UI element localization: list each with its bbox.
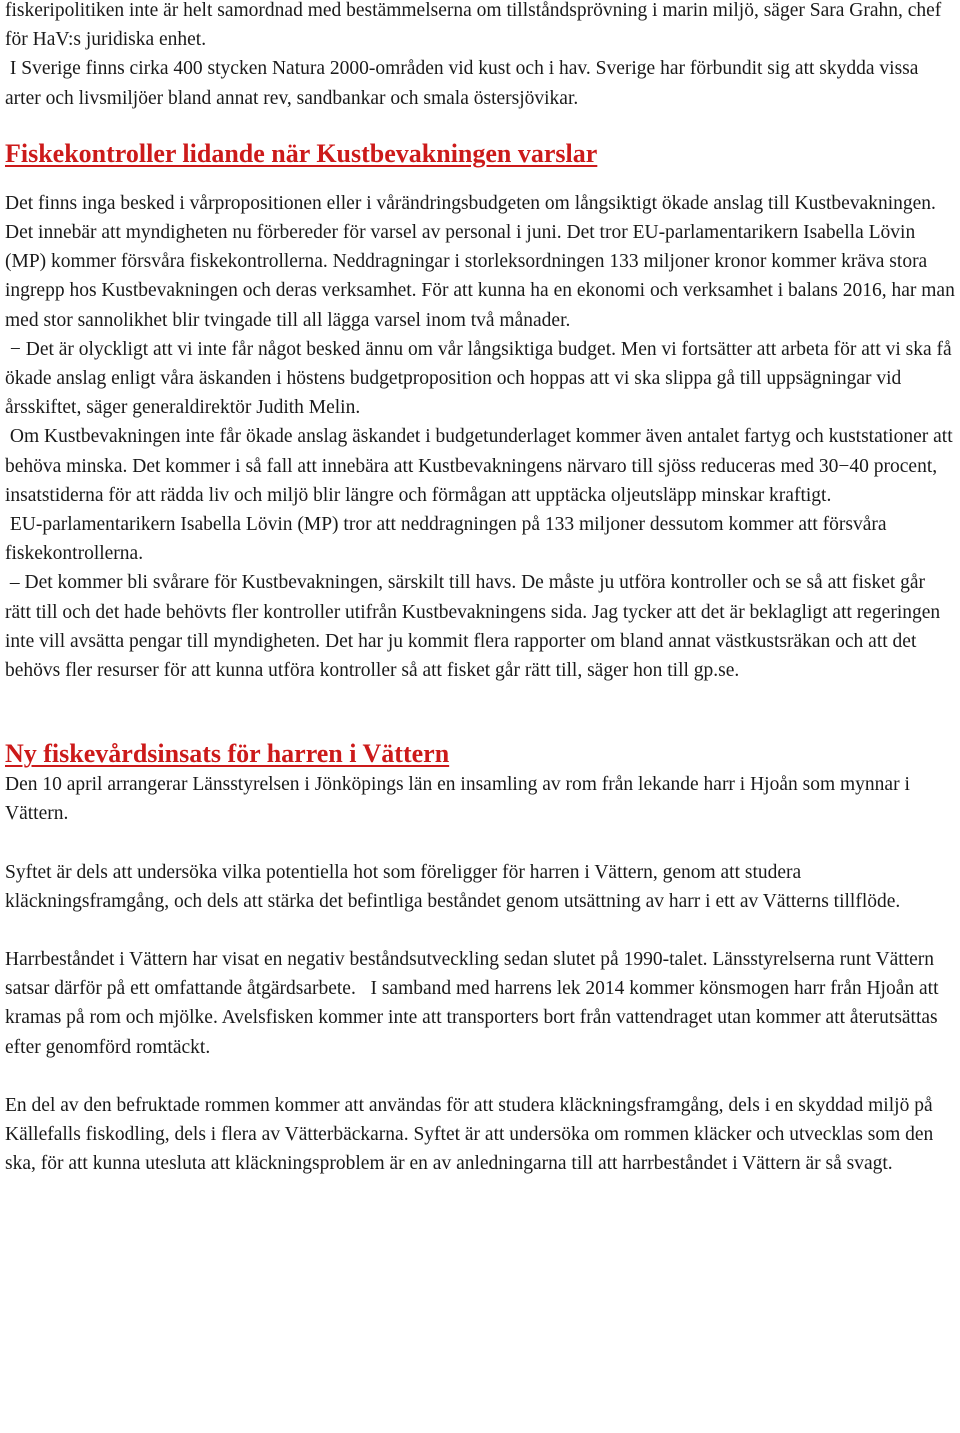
quote-paragraph: – Det kommer bli svårare för Kustbevakningen, särskilt till havs. De måste ju utföra kontroller och se så att fisket går rätt till och det hade behövts fler kontroller utifrån Kustbevakningens sida. Jag tycker att det är beklagligt att regeringen inte vill avsätta pengar till myndigheten. Det har ju kommit flera rapporter om bland annat västkustsräkan och att det behövs fler resurser för att kunna utföra kontroller så att fisket går rätt till, säger hon till gp.se. [5, 572, 946, 682]
paragraph: Harrbeståndet i Vättern har visat en negativ beståndsutveckling sedan slutet på 1990-talet. Länsstyrelserna runt Vättern satsar därför på ett omfattande åtgärdsarbete. I samband med harrens lek 2014 kommer könsmogen harr från Hjoån att kramas på rom och mjölke. Avelsfisken kommer inte att transporters bort från vattendraget utan kommer att återutsättas efter genomförd romtäckt. [5, 949, 944, 1058]
paragraph: Det finns inga besked i vårpropositionen eller i vårändringsbudgeten om långsiktigt ökade anslag till Kustbevakningen. Det innebär att myndigheten nu förbereder för varsel av personal i juni. Det tror EU-parlamentarikern Isabella Lövin (MP) kommer försvåra fiskekontrollerna. Neddragningar i storleksordningen 133 miljoner kronor kommer kräva stora ingrepp hos Kustbevakningen och deras verksamhet. För att kunna ha en ekonomi och verksamhet i balans 2016, har man med stor sannolikhet blir tvingade till all lägga varsel inom två månader. [5, 192, 955, 331]
paragraph: I Sverige finns cirka 400 stycken Natura 2000-områden vid kust och i hav. Sverige har förbundit sig att skydda vissa arter och livsmiljöer bland annat rev, sandbankar och smala östersjövikar. [5, 58, 924, 109]
paragraph: Den 10 april arrangerar Länsstyrelsen i Jönköpings län en insamling av rom från lekande harr i Hjoån som mynnar i Vättern. [5, 774, 910, 825]
article-harr [5, 738, 955, 1178]
paragraph: En del av den befruktade rommen kommer att användas för att studera kläckningsframgång, dels i en skyddad miljö på Källefalls fiskodling, dels i flera av Vätterbäckarna. Syftet är att undersöka om rommen kläcker och utvecklas som den ska, för att kunna utesluta att kläckningsproblem är en av anledningarna till att harrbeståndet i Vättern är så svagt. [5, 1094, 934, 1175]
document-page [5, 0, 958, 1179]
paragraph: fiskeripolitiken inte är helt samordnad med bestämmelserna om tillståndsprövning i marin miljö, säger Sara Grahn, chef för HaV:s juridiska enhet. [5, 0, 942, 51]
article-kustbevakning [5, 138, 958, 685]
headline-link[interactable]: Fiskekontroller lidande när Kustbevakningen varslar [5, 138, 598, 168]
paragraph: Syftet är dels att undersöka vilka potentiella hot som föreligger för harren i Vättern, genom att studera kläckningsframgång, och dels att stärka det befintliga beståndet genom utsättning av harr i ett av Vätterns tillflöde. [5, 861, 901, 912]
article-top [5, 0, 955, 113]
paragraph: Om Kustbevakningen inte får ökade anslag äskandet i budgetunderlaget kommer även antalet fartyg och kuststationer att behöva minska. Det kommer i så fall att innebära att Kustbevakningens närvaro till sjöss reduceras med 30−40 procent, insatstiderna för att rädda liv och miljö blir längre och förmågan att upptäcka oljeutsläpp minskar kraftigt. [5, 426, 958, 506]
headline-link[interactable]: Ny fiskevårdsinsats för harren i Vättern [5, 739, 450, 769]
quote-paragraph: − Det är olyckligt att vi inte får något besked ännu om vår långsiktiga budget. Men vi fortsätter att arbeta för att vi ska få ökade anslag enligt våra äskanden i höstens budgetproposition och hoppas att vi ska slippa gå till uppsägningar vid årsskiftet, säger generaldirektör Judith Melin. [5, 338, 957, 419]
paragraph: EU-parlamentarikern Isabella Lövin (MP) tror att neddragningen på 133 miljoner dessutom kommer att försvåra fiskekontrollerna. [5, 514, 892, 565]
